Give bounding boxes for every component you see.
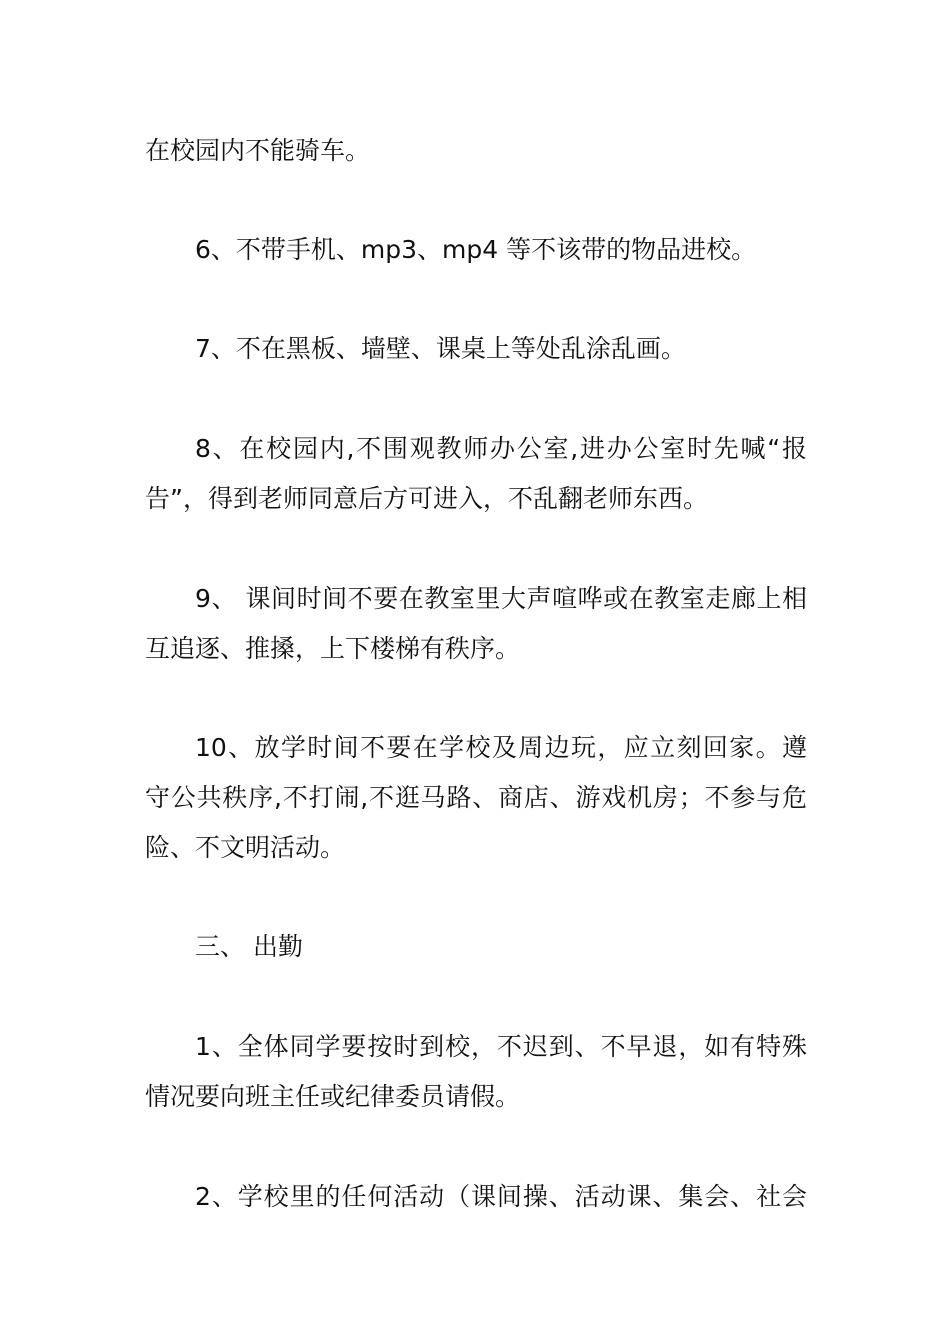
rule-item-10-line-2: 守公共秩序,不打闹,不逛马路、商店、游戏机房；不参与危 — [145, 783, 807, 812]
rule-item-10-line-3: 险、不文明活动。 — [145, 833, 346, 862]
attendance-item-1-line-1: 1、全体同学要按时到校，不迟到、不早退，如有特殊 — [195, 1032, 807, 1061]
rule-item-9-line-2: 互追逐、推搡，上下楼梯有秩序。 — [145, 634, 521, 663]
rule-item-8-line-2: 告”，得到老师同意后方可进入，不乱翻老师东西。 — [145, 484, 708, 513]
attendance-item-1-line-2: 情况要向班主任或纪律委员请假。 — [145, 1082, 521, 1111]
rule-item-8-line-1: 8、在校园内,不围观教师办公室,进办公室时先喊“报 — [195, 434, 807, 463]
rule-item-6: 6、不带手机、mp3、mp4 等不该带的物品进校。 — [195, 235, 757, 264]
attendance-item-2-line-1: 2、学校里的任何活动（课间操、活动课、集会、社会 — [195, 1182, 807, 1211]
rule-item-10-line-1: 10、放学时间不要在学校及周边玩，应立刻回家。遵 — [195, 733, 807, 762]
rule-item-7: 7、不在黑板、墙壁、课桌上等处乱涂乱画。 — [195, 334, 686, 363]
section-heading-attendance: 三、 出勤 — [195, 932, 303, 961]
rule-item-9-line-1: 9、 课间时间不要在教室里大声喧哗或在教室走廊上相 — [195, 584, 807, 613]
text-line: 在校园内不能骑车。 — [145, 136, 371, 165]
